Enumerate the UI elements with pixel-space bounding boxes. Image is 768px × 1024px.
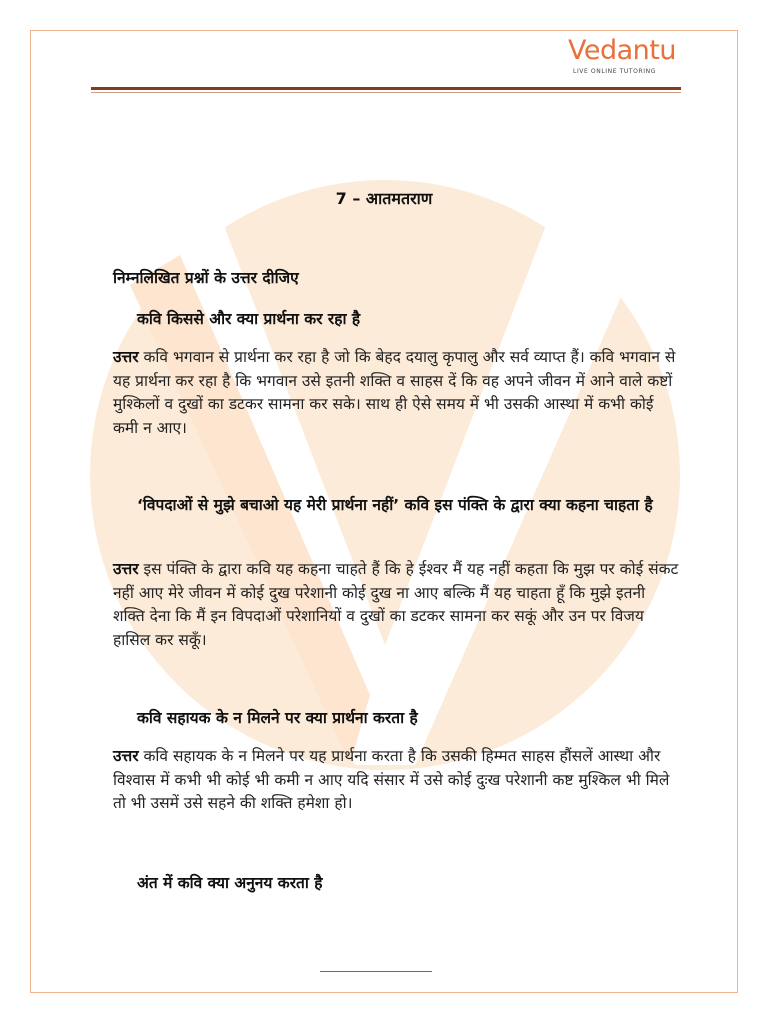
logo-tagline: LIVE ONLINE TUTORING: [573, 68, 656, 75]
header-rule: [91, 87, 681, 90]
logo-text: Vedantu: [568, 35, 676, 66]
answer-2: [113, 558, 681, 652]
answer-1: [113, 346, 681, 440]
answer-label: उत्तर: [113, 747, 139, 765]
answer-text: कवि सहायक के न मिलने पर यह प्रार्थना करता है कि उसकी हिम्मत साहस हौंसलें आस्था और विश्वास में कभी भी कोई भी कमी न आए यदि संसार में उसे कोई दुःख परेशानी कष्ट मुश्किल भी मिले तो भी उसमें उसे सहने की शक्ति हमेशा हो।: [113, 747, 670, 812]
answer-label: उत्तर: [113, 560, 139, 578]
answer-text: कवि भगवान से प्रार्थना कर रहा है जो कि बेहद दयालु कृपालु और सर्व व्याप्त हैं। कवि भगवान से यह प्रार्थना कर रहा है कि भगवान उसे इतनी शक्ति व साहस दें कि वह अपने जीवन में आने वाले कष्टों मुश्किलों व दुखों का डटकर सामना कर सके। साथ ही ऐसे समय में भी उसकी आस्था में कभी कोई कमी न आए।: [113, 348, 676, 437]
footer-link-underline: [320, 971, 432, 972]
question-3: कवि सहायक के न मिलने पर क्या प्रार्थना करता है: [137, 709, 418, 727]
question-4: अंत में कवि क्या अनुनय करता है: [137, 874, 323, 892]
vedantu-logo: [568, 36, 688, 75]
answer-3: [113, 745, 681, 816]
answer-label: उत्तर: [113, 348, 139, 366]
page-title: 7 – आतमतराण: [335, 189, 433, 208]
section-heading: निम्नलिखित प्रश्नों के उत्तर दीजिए: [113, 269, 299, 287]
question-2: ‘विपदाओं से मुझे बचाओ यह मेरी प्रार्थना नहीं’ कवि इस पंक्ति के द्वारा क्या कहना चाहता है: [137, 496, 653, 514]
question-1: कवि किससे और क्या प्रार्थना कर रहा है: [137, 310, 361, 328]
vedantu-watermark-icon: [70, 175, 700, 775]
header-rule-thin: [91, 92, 681, 93]
answer-text: इस पंक्ति के द्वारा कवि यह कहना चाहते हैं कि हे ईश्वर मैं यह नहीं कहता कि मुझ पर कोई संकट नहीं आए मेरे जीवन में कोई दुख परेशानी कोई दुख ना आए बल्कि मैं यह चाहता हूँ कि मुझे इतनी शक्ति देना कि मैं इन विपदाओं परेशानियों व दुखों का डटकर सामना कर सकूं और उन पर विजय हासिल कर सकूँ।: [113, 560, 679, 649]
